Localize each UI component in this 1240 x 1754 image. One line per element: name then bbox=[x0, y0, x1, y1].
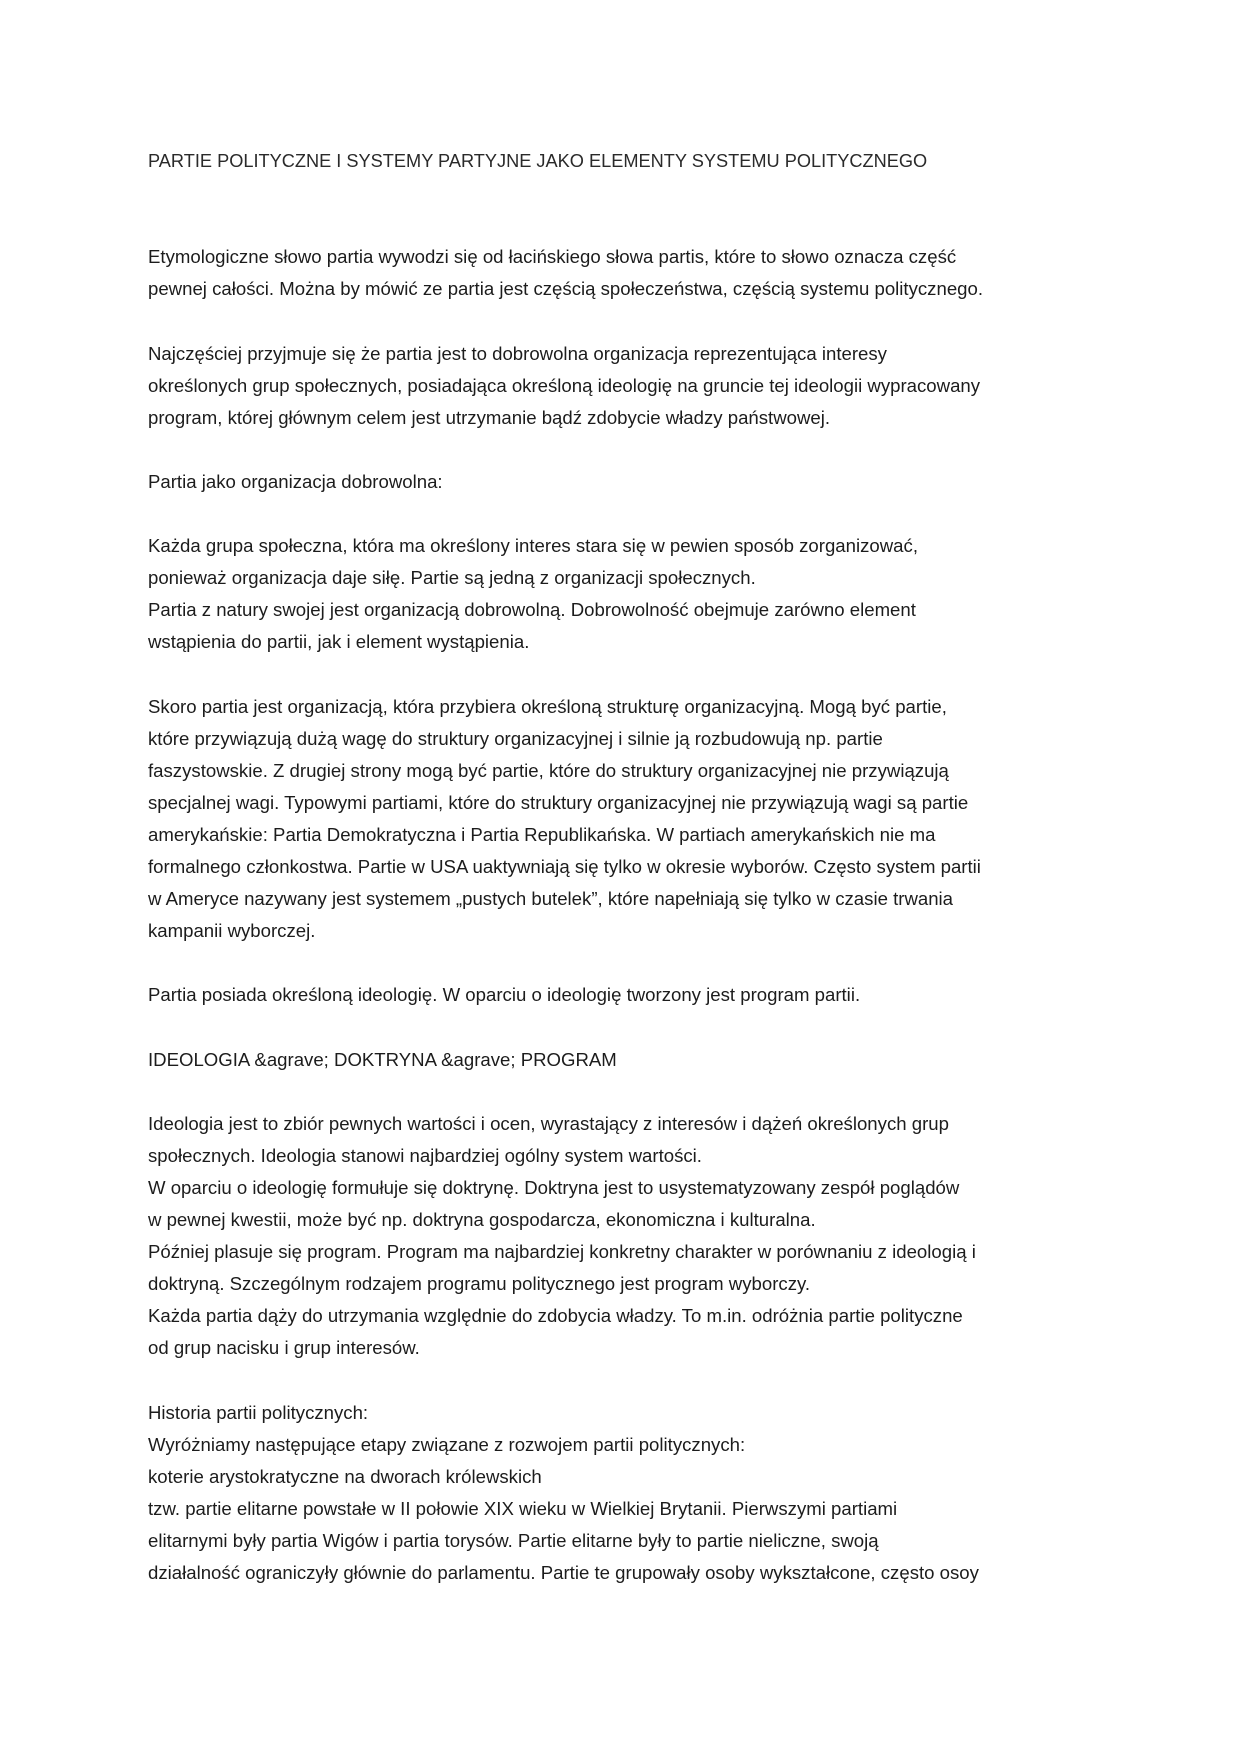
paragraph-history bbox=[148, 1397, 1208, 1590]
section-heading-voluntary bbox=[148, 466, 1208, 498]
section-heading-ideology bbox=[148, 1044, 1208, 1076]
paragraph-definition bbox=[148, 338, 1208, 434]
paragraph-structure bbox=[148, 691, 1208, 948]
text-line: Najczęściej przyjmuje się że partia jest to dobrowolna organizacja reprezentująca interesy bbox=[148, 342, 887, 364]
text-line: Ideologia jest to zbiór pewnych wartości i ocen, wyrastający z interesów i dążeń określonych grup bbox=[148, 1112, 949, 1134]
paragraph-ideology-intro bbox=[148, 979, 1208, 1011]
text-line: w pewnej kwestii, może być np. doktryna gospodarcza, ekonomiczna i kulturalna. bbox=[148, 1209, 816, 1231]
paragraph-voluntary bbox=[148, 530, 1208, 658]
paragraph-ideology bbox=[148, 1108, 1208, 1365]
text-line: Później plasuje się program. Program ma najbardziej konkretny charakter w porównaniu z ideologią i bbox=[148, 1241, 976, 1263]
text-line: Każda grupa społeczna, która ma określony interes stara się w pewien sposób zorganizować, bbox=[148, 535, 918, 557]
text-line: które przywiązują dużą wagę do struktury organizacyjnej i silnie ją rozbudowują np. partie bbox=[148, 727, 883, 749]
text-line: ponieważ organizacja daje siłę. Partie są jedną z organizacji społecznych. bbox=[148, 567, 756, 589]
text-line: Partia posiada określoną ideologię. W oparciu o ideologię tworzony jest program partii. bbox=[148, 984, 861, 1006]
text-line: pewnej całości. Można by mówić ze partia jest częścią społeczeństwa, częścią systemu politycznego. bbox=[148, 278, 984, 300]
paragraph-etymology bbox=[148, 241, 1208, 305]
text-line: Partia jako organizacja dobrowolna: bbox=[148, 470, 443, 492]
text-line: Partia z natury swojej jest organizacją dobrowolną. Dobrowolność obejmuje zarówno element bbox=[148, 599, 916, 621]
text-line: Wyróżniamy następujące etapy związane z rozwojem partii politycznych: bbox=[148, 1433, 746, 1455]
text-line: faszystowskie. Z drugiej strony mogą być partie, które do struktury organizacyjnej nie przywiązują bbox=[148, 759, 949, 781]
text-line: od grup nacisku i grup interesów. bbox=[148, 1337, 420, 1359]
text-line: elitarnymi były partia Wigów i partia torysów. Partie elitarne były to partie nieliczne, swoją bbox=[148, 1530, 879, 1552]
text-line: tzw. partie elitarne powstałe w II połowie XIX wieku w Wielkiej Brytanii. Pierwszymi partiami bbox=[148, 1497, 898, 1519]
text-line: społecznych. Ideologia stanowi najbardziej ogólny system wartości. bbox=[148, 1144, 702, 1166]
document-title: PARTIE POLITYCZNE I SYSTEMY PARTYJNE JAKO ELEMENTY SYSTEMU POLITYCZNEGO bbox=[148, 151, 928, 171]
text-line: formalnego członkostwa. Partie w USA uaktywniają się tylko w okresie wyborów. Często system partii bbox=[148, 856, 981, 878]
text-line: IDEOLOGIA &agrave; DOKTRYNA &agrave; PROGRAM bbox=[148, 1048, 617, 1070]
text-line: doktryną. Szczególnym rodzajem programu politycznego jest program wyborczy. bbox=[148, 1273, 811, 1295]
text-line: koterie arystokratyczne na dworach królewskich bbox=[148, 1465, 542, 1487]
text-line: specjalnej wagi. Typowymi partiami, które do struktury organizacyjnej nie przywiązują wagi są partie bbox=[148, 791, 969, 813]
text-line: Skoro partia jest organizacją, która przybiera określoną strukturę organizacyjną. Mogą być partie, bbox=[148, 695, 947, 717]
document-body bbox=[148, 145, 1208, 1621]
text-line: określonych grup społecznych, posiadająca określoną ideologię na gruncie tej ideologii wypracowany bbox=[148, 374, 981, 396]
text-line: działalność ograniczyły głównie do parlamentu. Partie te grupowały osoby wykształcone, często osoy bbox=[148, 1562, 979, 1584]
text-line: amerykańskie: Partia Demokratyczna i Partia Republikańska. W partiach amerykańskich nie ma bbox=[148, 823, 936, 845]
text-line: w Ameryce nazywany jest systemem „pustych butelek”, które napełniają się tylko w czasie trwania bbox=[148, 888, 954, 910]
text-line: W oparciu o ideologię formułuje się doktrynę. Doktryna jest to usystematyzowany zespół poglądów bbox=[148, 1177, 960, 1198]
text-line: wstąpienia do partii, jak i element wystąpienia. bbox=[148, 631, 530, 653]
text-line: program, której głównym celem jest utrzymanie bądź zdobycie władzy państwowej. bbox=[148, 406, 831, 428]
text-line: kampanii wyborczej. bbox=[148, 920, 316, 942]
text-line: Historia partii politycznych: bbox=[148, 1401, 369, 1423]
text-line: Etymologiczne słowo partia wywodzi się od łacińskiego słowa partis, które to słowo oznacza część bbox=[148, 246, 957, 268]
text-line: Każda partia dąży do utrzymania względnie do zdobycia władzy. To m.in. odróżnia partie polityczne bbox=[148, 1305, 963, 1327]
